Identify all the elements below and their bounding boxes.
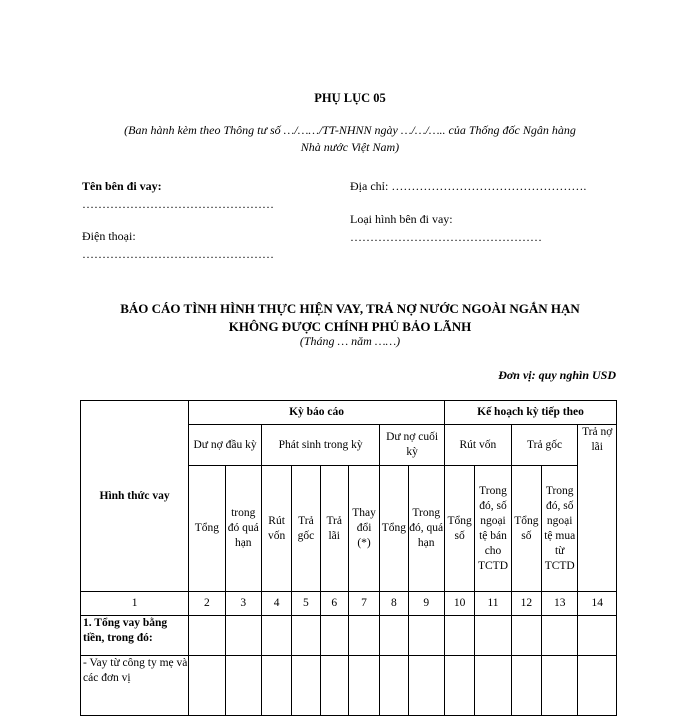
table-cell (542, 656, 578, 716)
report-unit: Đơn vị: quy nghìn USD (498, 368, 616, 382)
col-fx-bought: Trong đó, số ngoại tệ mua từ TCTD (542, 466, 578, 592)
col-interest: Trả lãi (320, 466, 348, 592)
borrower-type-label: Loại hình bên đi vay: (350, 212, 453, 226)
table-cell (542, 616, 578, 656)
report-title-line2: KHÔNG ĐƯỢC CHÍNH PHỦ BẢO LÃNH (228, 319, 472, 334)
col-number: 11 (475, 592, 511, 616)
table-cell (261, 616, 291, 656)
col-number: 4 (261, 592, 291, 616)
table-cell (225, 656, 261, 716)
table-cell (511, 616, 541, 656)
table-cell (292, 616, 320, 656)
table-cell (292, 656, 320, 716)
row-parent-company-loan: - Vay từ công ty mẹ và các đơn vị (81, 656, 189, 716)
table-cell (261, 656, 291, 716)
col-number: 7 (348, 592, 379, 616)
report-title (60, 300, 640, 336)
table-cell (380, 656, 408, 716)
col-total-principal: Tổng số (511, 466, 541, 592)
table-cell (408, 656, 444, 716)
col-principal: Trả gốc (292, 466, 320, 592)
borrower-phone-dots: ………………………………………… (82, 247, 274, 261)
col-number: 9 (408, 592, 444, 616)
table-cell (320, 656, 348, 716)
col-number: 1 (81, 592, 189, 616)
table-cell (348, 656, 379, 716)
col-total: Tổng (189, 466, 225, 592)
table-cell (348, 616, 379, 656)
borrower-address: Địa chỉ: …………………………………………. (350, 179, 587, 193)
table-cell (189, 616, 225, 656)
table-cell (444, 656, 474, 716)
borrower-name-label: Tên bên đi vay: (82, 179, 162, 193)
table-cell (320, 616, 348, 656)
col-withdraw: Rút vốn (261, 466, 291, 592)
table-cell (578, 656, 617, 716)
col-fx-sold: Trong đó, số ngoại tệ bán cho TCTD (475, 466, 511, 592)
header-reporting-period: Kỳ báo cáo (189, 401, 445, 425)
table-cell (578, 616, 617, 656)
header-next-period-plan: Kế hoạch kỳ tiếp theo (444, 401, 616, 425)
appendix-title: PHỤ LỤC 05 (314, 91, 386, 105)
col-overdue: trong đó quá hạn (225, 466, 261, 592)
appendix-subtitle-line2: Nhà nước Việt Nam) (300, 140, 400, 154)
report-table (80, 400, 617, 716)
col-number: 10 (444, 592, 474, 616)
col-number: 5 (292, 592, 320, 616)
report-title-line1: BÁO CÁO TÌNH HÌNH THỰC HIỆN VAY, TRẢ NỢ NƯỚC NGOÀI NGẮN HẠN (120, 301, 580, 316)
col-number: 8 (380, 592, 408, 616)
table-cell (511, 656, 541, 716)
table-cell (189, 656, 225, 716)
header-opening-debt: Dư nợ đầu kỳ (189, 425, 262, 466)
col-change: Thay đổi (*) (348, 466, 379, 592)
col-number: 3 (225, 592, 261, 616)
col-number: 13 (542, 592, 578, 616)
col-total-closing: Tổng (380, 466, 408, 592)
col-number: 6 (320, 592, 348, 616)
header-principal: Trả gốc (511, 425, 578, 466)
borrower-type-dots: ………………………………………… (350, 230, 542, 244)
table-cell (225, 616, 261, 656)
col-number: 12 (511, 592, 541, 616)
col-number: 2 (189, 592, 225, 616)
report-month: (Tháng … năm ……) (299, 334, 401, 348)
table-cell (475, 616, 511, 656)
col-number: 14 (578, 592, 617, 616)
col-total-withdraw: Tổng số (444, 466, 474, 592)
table-cell (408, 616, 444, 656)
table-cell (380, 616, 408, 656)
col-overdue-closing: Trong đó, quá hạn (408, 466, 444, 592)
row-total-cash-borrowing: 1. Tổng vay bằng tiền, trong đó: (81, 616, 189, 656)
header-closing-debt: Dư nợ cuối kỳ (380, 425, 445, 466)
header-arising: Phát sinh trong kỳ (261, 425, 379, 466)
header-borrowing-form: Hình thức vay (81, 401, 189, 592)
header-interest-payment: Trả nợ lãi (578, 425, 617, 592)
appendix-subtitle (60, 122, 640, 156)
table-cell (444, 616, 474, 656)
header-withdrawal: Rút vốn (444, 425, 511, 466)
borrower-name-dots: ………………………………………… (82, 197, 274, 211)
table-cell (475, 656, 511, 716)
appendix-subtitle-line1: (Ban hành kèm theo Thông tư số …/……/TT-NHNN ngày …/…/….. của Thống đốc Ngân hàng (124, 123, 576, 137)
borrower-phone-label: Điện thoại: (82, 229, 136, 243)
